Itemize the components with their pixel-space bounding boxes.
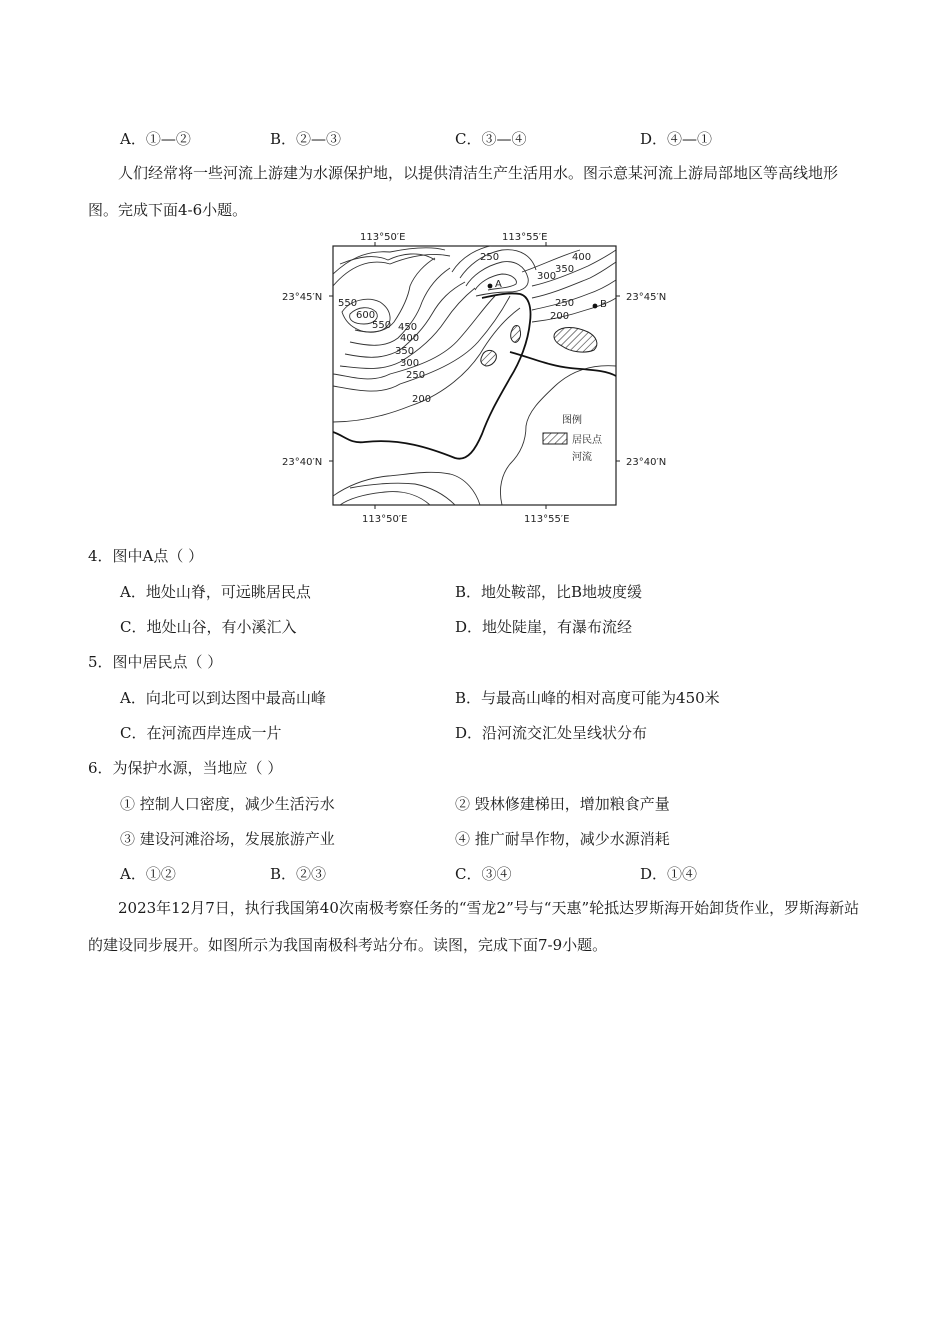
q4-option-b: B．地处鞍部，比B地坡度缓	[455, 583, 643, 601]
q6-option-a: A．①②	[120, 865, 176, 883]
intro-paragraph-7-9: 2023年12月7日，执行我国第40次南极考察任务的“雪龙2”号与“天惠”轮抵达罗斯海开始卸货作业，罗斯海新站的建设同步展开。如图所示为我国南极科考站分布。读图，完成下面7-9小题。	[88, 899, 860, 954]
q5-option-d: D．沿河流交汇处呈线状分布	[455, 724, 648, 742]
lat-label-right-bottom: 23°40′N	[626, 457, 667, 468]
q3-option-b: B．②—③	[270, 130, 342, 148]
q5-option-c: C．在河流西岸连成一片	[120, 724, 282, 742]
lat-label-right-top: 23°45′N	[626, 292, 667, 303]
contour-map	[270, 226, 680, 526]
point-a-marker	[488, 284, 493, 289]
legend-settlement-swatch	[543, 433, 567, 444]
q6-statement-3: ③ 建设河滩浴场，发展旅游产业	[120, 830, 335, 848]
q5-option-a: A．向北可以到达图中最高山峰	[120, 689, 326, 707]
lat-label-left-top: 23°45′N	[282, 292, 323, 303]
svg-text:250: 250	[555, 298, 575, 309]
q5-stem: 5．图中居民点（ ）	[88, 653, 223, 671]
q6-stem: 6．为保护水源，当地应（ ）	[88, 759, 283, 777]
q3-option-d: D．④—①	[640, 130, 713, 148]
lon-label-bottom-left: 113°50′E	[362, 514, 408, 525]
q3-option-c: C．③—④	[455, 130, 527, 148]
q6-option-c: C．③④	[455, 865, 512, 883]
q6-statement-1: ① 控制人口密度，减少生活污水	[120, 795, 335, 813]
svg-text:350: 350	[555, 264, 575, 275]
q4-stem: 4．图中A点（ ）	[88, 547, 204, 565]
svg-text:250: 250	[480, 252, 500, 263]
svg-text:250: 250	[406, 370, 426, 381]
q6-statement-4: ④ 推广耐旱作物，减少水源消耗	[455, 830, 670, 848]
q4-option-c: C．地处山谷，有小溪汇入	[120, 618, 297, 636]
point-b-label: B	[600, 299, 607, 310]
svg-text:200: 200	[412, 394, 432, 405]
q3-option-a: A．①—②	[120, 130, 191, 148]
lat-label-left-bottom: 23°40′N	[282, 457, 323, 468]
svg-text:550: 550	[338, 298, 358, 309]
svg-text:450: 450	[398, 322, 418, 333]
lon-label-top-right: 113°55′E	[502, 232, 548, 243]
q4-option-a: A．地处山脊，可远眺居民点	[120, 583, 311, 601]
q4-option-d: D．地处陡崖，有瀑布流经	[455, 618, 633, 636]
svg-text:400: 400	[572, 252, 592, 263]
point-b-marker	[593, 304, 598, 309]
q6-option-d: D．①④	[640, 865, 698, 883]
svg-text:300: 300	[537, 271, 557, 282]
q5-option-b: B．与最高山峰的相对高度可能为450米	[455, 689, 720, 707]
svg-text:600: 600	[356, 310, 376, 321]
svg-text:300: 300	[400, 358, 420, 369]
legend-river-label: 河流	[572, 452, 592, 463]
svg-text:550: 550	[372, 320, 392, 331]
q6-option-b: B．②③	[270, 865, 327, 883]
lon-label-top-left: 113°50′E	[360, 232, 406, 243]
svg-text:400: 400	[400, 333, 420, 344]
q6-statement-2: ② 毁林修建梯田，增加粮食产量	[455, 795, 670, 813]
svg-text:350: 350	[395, 346, 415, 357]
legend-title: 图例	[562, 415, 582, 426]
intro-paragraph-4-6: 人们经常将一些河流上游建为水源保护地，以提供清洁生产生活用水。图示意某河流上游局部地区等高线地形图。完成下面4-6小题。	[88, 164, 839, 219]
lon-label-bottom-right: 113°55′E	[524, 514, 570, 525]
legend-settlement-label: 居民点	[572, 435, 602, 446]
svg-text:200: 200	[550, 311, 570, 322]
point-a-label: A	[495, 279, 502, 290]
